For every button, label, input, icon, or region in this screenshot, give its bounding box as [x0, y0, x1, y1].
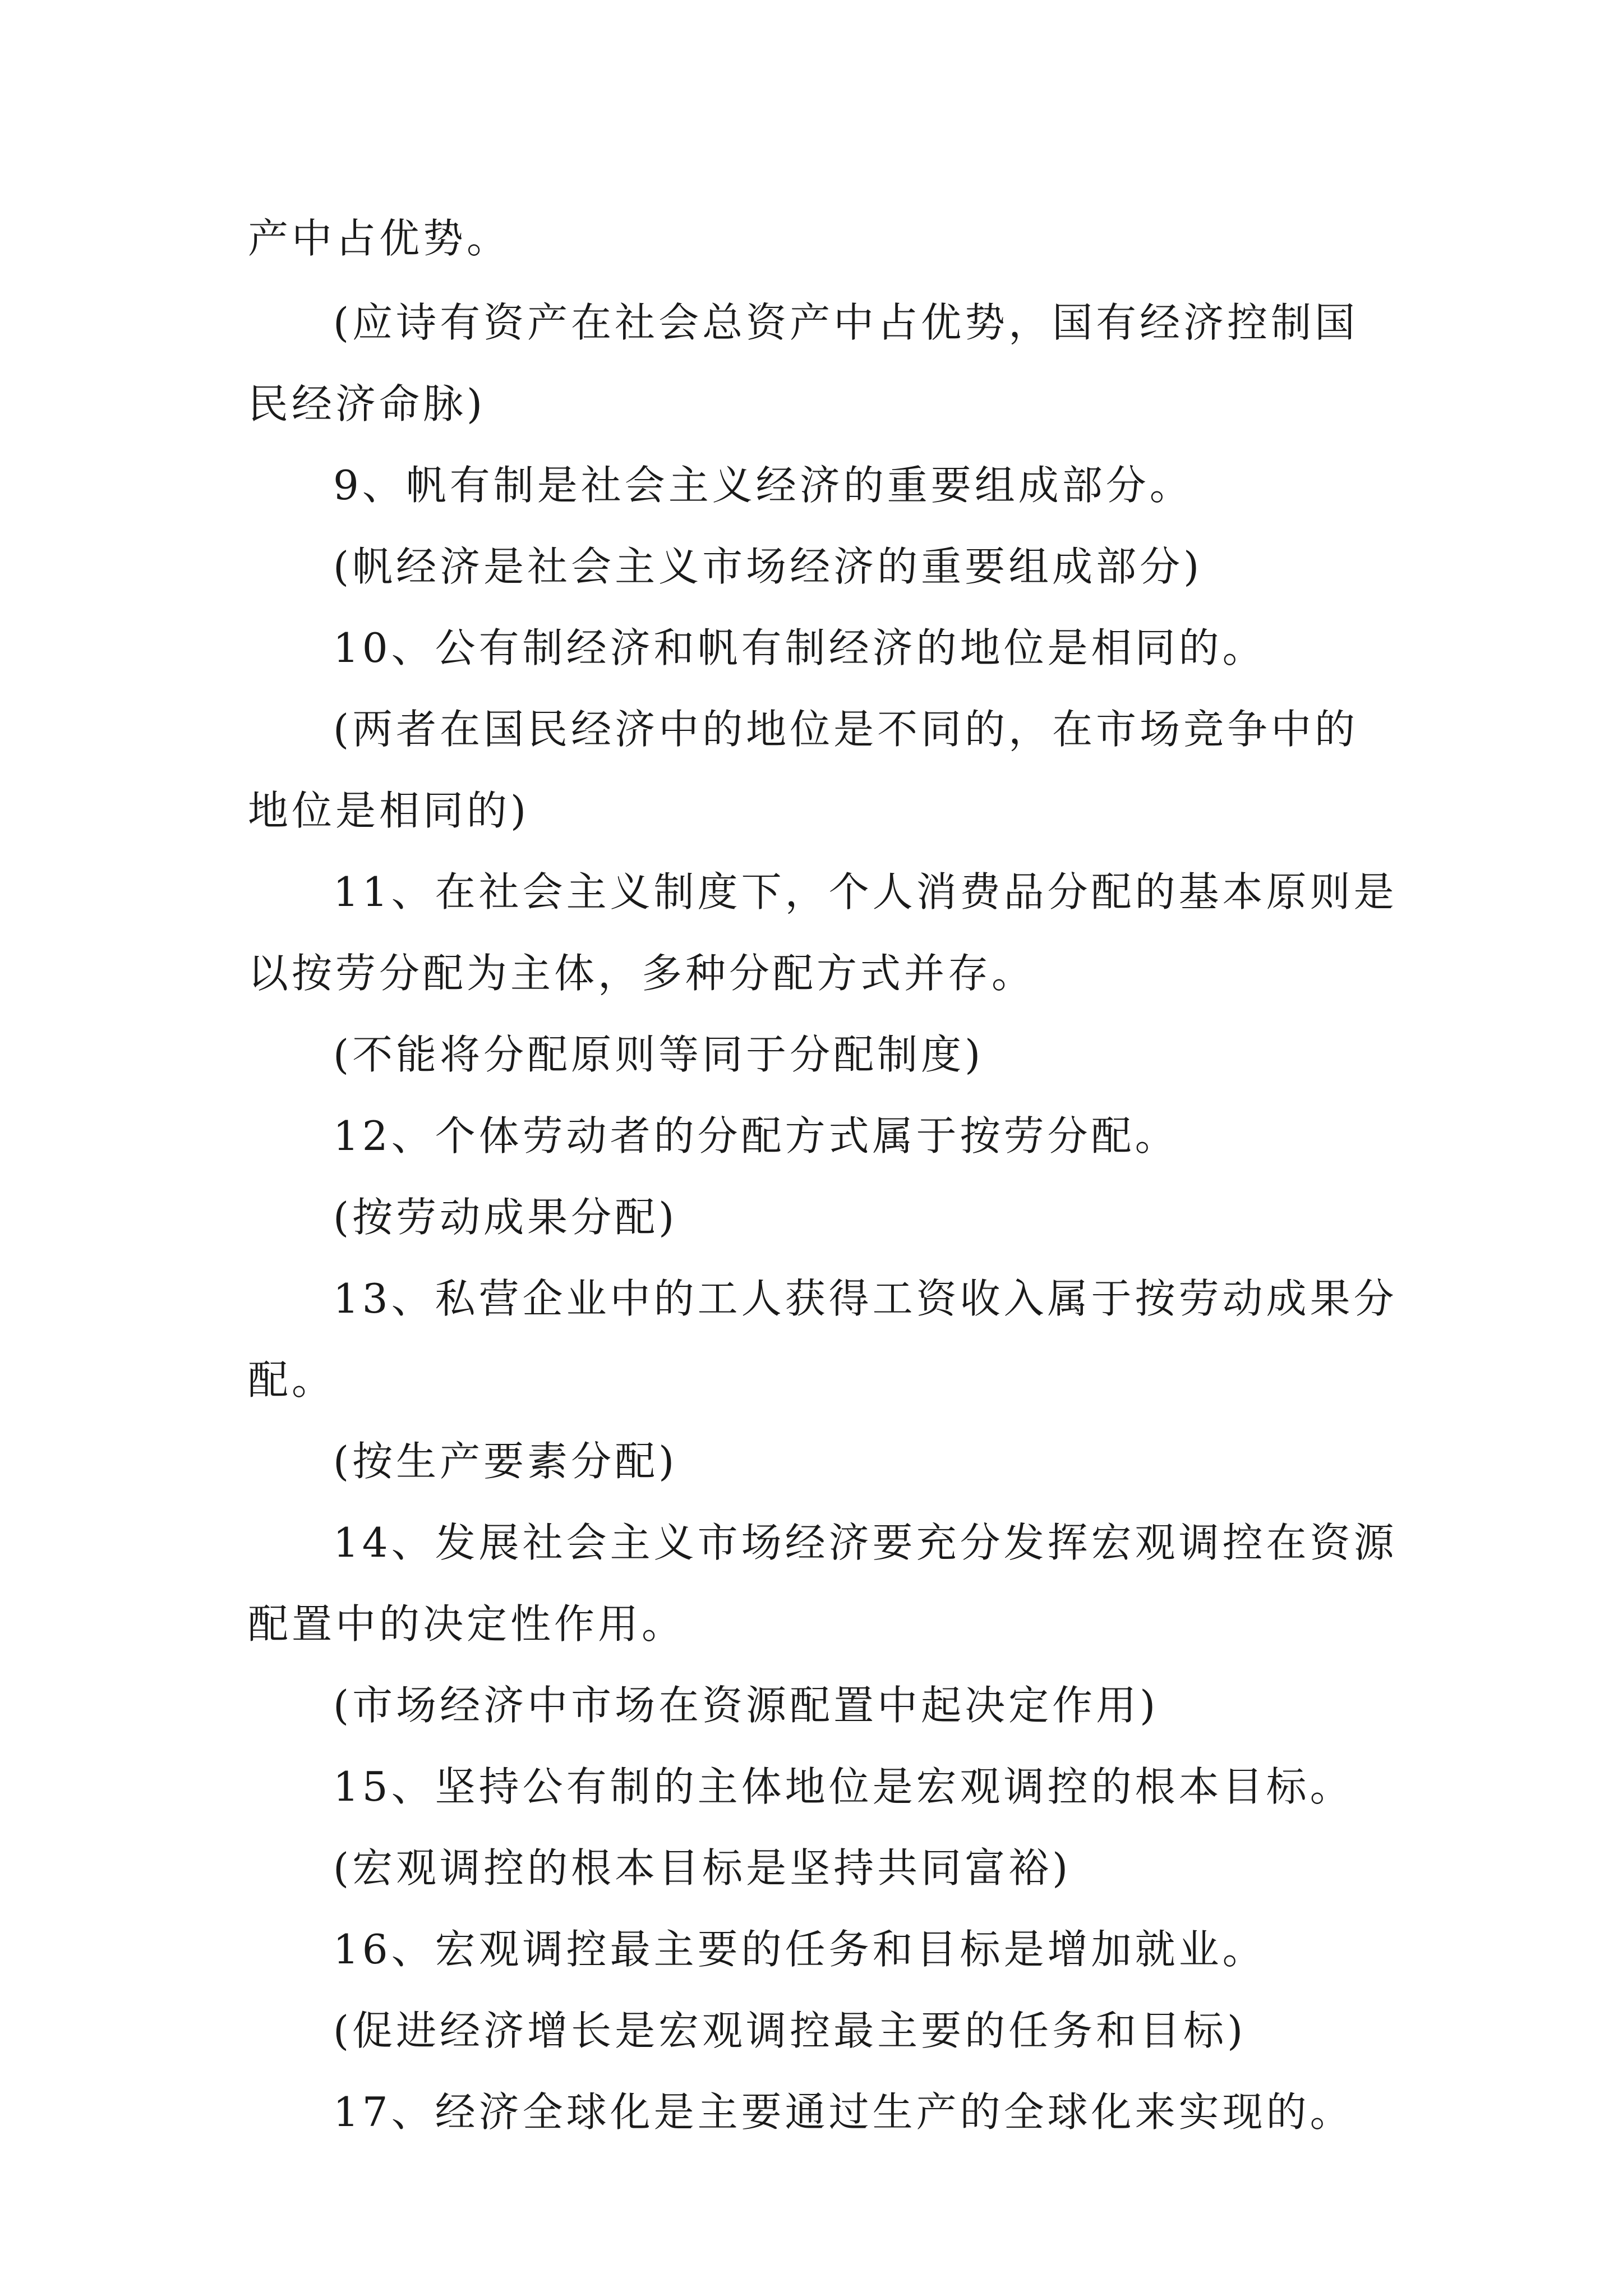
- text-line-2: (应诗有资产在社会总资产中占优势，国有经济控制国: [333, 299, 1359, 346]
- text-line-4: 9、帆有制是社会主义经济的重要组成部分。: [333, 462, 1193, 509]
- text-line-23: (促进经济增长是宏观调控最主要的任务和目标): [333, 2007, 1247, 2054]
- text-line-7: (两者在国民经济中的地位是不同的，在市场竞争中的: [333, 706, 1359, 753]
- text-line-22: 16、宏观调控最主要的任务和目标是增加就业。: [333, 1926, 1266, 1973]
- text-line-9: 11、在社会主义制度下，个人消费品分配的基本原则是: [333, 868, 1398, 915]
- text-line-16: (按生产要素分配): [333, 1438, 678, 1485]
- text-line-17: 14、发展社会主义市场经济要充分发挥宏观调控在资源: [333, 1519, 1398, 1566]
- text-line-19: (市场经济中市场在资源配置中起决定作用): [333, 1682, 1159, 1729]
- text-line-10: 以按劳分配为主体，多种分配方式并存。: [248, 950, 1036, 997]
- text-line-1: 产中占优势。: [248, 215, 511, 262]
- text-line-15: 配。: [248, 1356, 336, 1404]
- text-line-8: 地位是相同的): [248, 787, 530, 834]
- text-line-18: 配置中的决定性作用。: [248, 1600, 686, 1648]
- text-line-14: 13、私营企业中的工人获得工资收入属于按劳动成果分: [333, 1275, 1398, 1322]
- text-line-13: (按劳动成果分配): [333, 1194, 678, 1241]
- text-line-24: 17、经济全球化是主要通过生产的全球化来实现的。: [333, 2088, 1354, 2136]
- text-line-11: (不能将分配原则等同于分配制度): [333, 1031, 984, 1078]
- text-line-21: (宏观调控的根本目标是坚持共同富裕): [333, 1844, 1072, 1892]
- text-line-20: 15、坚持公有制的主体地位是宏观调控的根本目标。: [333, 1763, 1354, 1810]
- text-line-6: 10、公有制经济和帆有制经济的地位是相同的。: [333, 624, 1266, 671]
- text-line-3: 民经济命脉): [248, 380, 486, 427]
- text-line-12: 12、个体劳动者的分配方式属于按劳分配。: [333, 1112, 1179, 1159]
- text-line-5: (帆经济是社会主义市场经济的重要组成部分): [333, 543, 1203, 590]
